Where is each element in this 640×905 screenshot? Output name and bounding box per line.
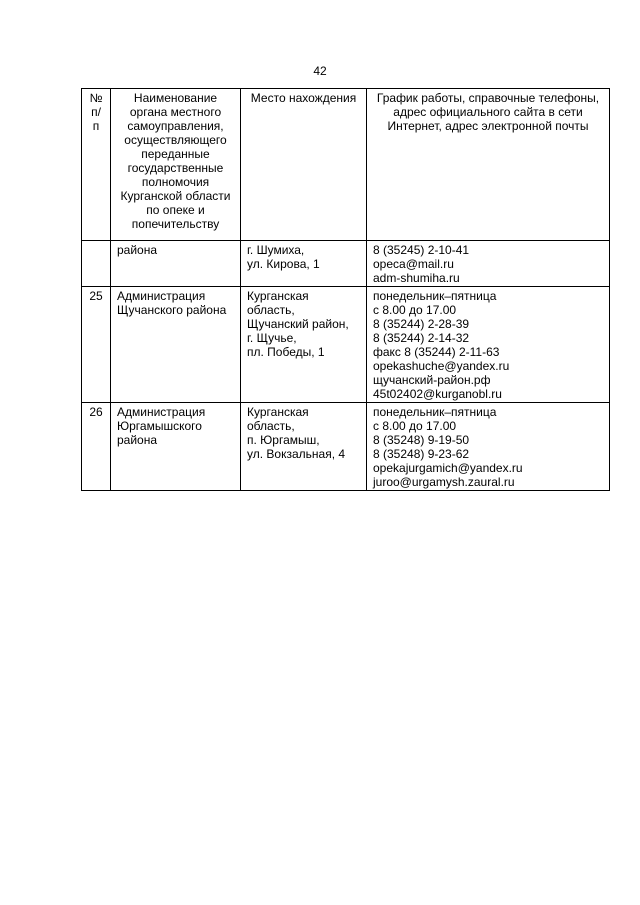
table-row	[82, 403, 610, 491]
row-contacts: понедельник–пятница с 8.00 до 17.00 8 (35244) 2-28-39 8 (35244) 2-14-32 факс 8 (35244) 2-11-63 opekashuche@yandex.ru щучанский-район.рф 45t02402@kurganobl.ru	[367, 287, 610, 403]
page-number: 42	[313, 64, 327, 78]
row-organ-name: района	[111, 241, 241, 287]
row-contacts: понедельник–пятница с 8.00 до 17.00 8 (35248) 9-19-50 8 (35248) 9-23-62 opekajurgamich@yandex.ru juroo@urgamysh.zaural.ru	[367, 403, 610, 491]
row-number: 25	[82, 287, 111, 403]
header-organ-name: Наименование органа местного самоуправления, осуществляющего переданные государственные полномочия Курганской области по опеке и попечительству	[111, 89, 241, 241]
header-contacts: График работы, справочные телефоны, адрес официального сайта в сети Интернет, адрес электронной почты	[367, 89, 610, 241]
organs-table	[81, 88, 610, 491]
row-contacts: 8 (35245) 2-10-41 opeca@mail.ru adm-shumiha.ru	[367, 241, 610, 287]
row-location: г. Шумиха, ул. Кирова, 1	[241, 241, 367, 287]
table-row	[82, 287, 610, 403]
row-organ-name: Администрация Юргамышского района	[111, 403, 241, 491]
row-organ-name: Администрация Щучанского района	[111, 287, 241, 403]
row-number	[82, 241, 111, 287]
table-row	[82, 241, 610, 287]
row-location: Курганская область, п. Юргамыш, ул. Вокзальная, 4	[241, 403, 367, 491]
table-header-row	[82, 89, 610, 241]
row-location: Курганская область, Щучанский район, г. Щучье, пл. Победы, 1	[241, 287, 367, 403]
header-number: № п/п	[82, 89, 111, 241]
row-number: 26	[82, 403, 111, 491]
header-location: Место нахождения	[241, 89, 367, 241]
